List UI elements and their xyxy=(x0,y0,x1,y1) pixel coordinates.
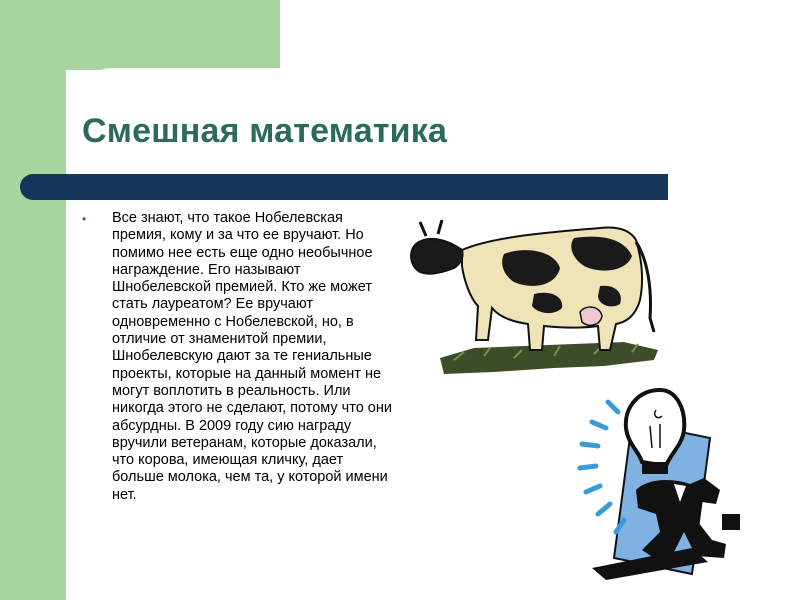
lightbulb-businessman-illustration xyxy=(572,382,752,582)
title-divider-bar xyxy=(20,174,668,200)
left-accent-band xyxy=(0,0,66,600)
bullet-icon: • xyxy=(82,212,87,226)
slide-title: Смешная математика xyxy=(82,112,448,150)
top-accent-band xyxy=(0,0,280,70)
slide-body-text: Все знают, что такое Нобелевская премия, кому и за что ее вручают. Но помимо нее есть еще одно необычное награждение. Его называют Шнобелевской премией. Кто же может стать лауреатом? Ее вручают одновременно с Нобелевской, но, в отличие от знаменитой премии, Шнобелевскую дают за те гениальные проекты, которые на данный момент не могут воплотить в реальность. Или никогда этого не сделают, потому что они абсурдны. В 2009 году сию награду вручили ветеранам, которые доказали, что корова, имеющая кличку, дает больше молока, чем та, у которой имени нет. xyxy=(112,210,392,503)
cow-illustration xyxy=(404,210,666,382)
